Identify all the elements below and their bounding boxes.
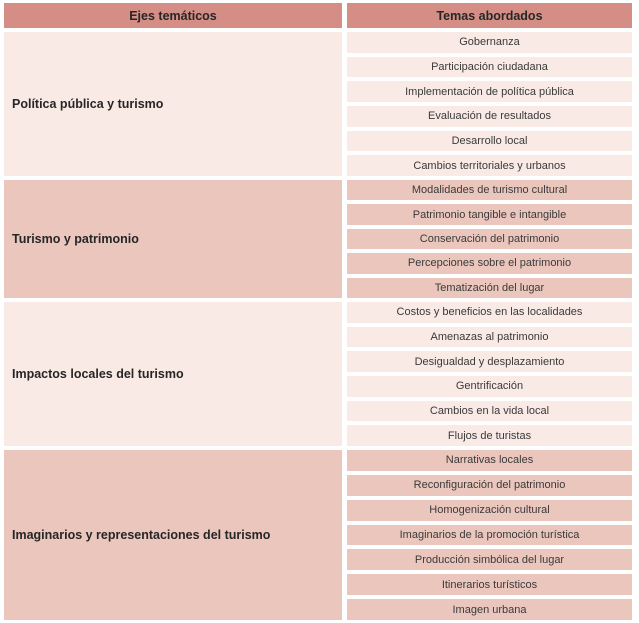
topic-row: Producción simbólica del lugar bbox=[347, 549, 632, 570]
topics-column bbox=[347, 450, 632, 620]
topic-row: Cambios territoriales y urbanos bbox=[347, 155, 632, 176]
column-header-ejes-tematicos: Ejes temáticos bbox=[4, 3, 342, 28]
topics-column bbox=[347, 302, 632, 446]
axis-label: Imaginarios y representaciones del turismo bbox=[4, 450, 342, 620]
topic-row: Desigualdad y desplazamiento bbox=[347, 351, 632, 372]
topic-row: Narrativas locales bbox=[347, 450, 632, 471]
column-header-temas-abordados: Temas abordados bbox=[347, 3, 632, 28]
topic-row: Cambios en la vida local bbox=[347, 401, 632, 422]
topic-row: Homogenización cultural bbox=[347, 500, 632, 521]
topic-row: Reconfiguración del patrimonio bbox=[347, 475, 632, 496]
axis-label: Impactos locales del turismo bbox=[4, 302, 342, 446]
header-row bbox=[4, 3, 632, 28]
topic-row: Itinerarios turísticos bbox=[347, 574, 632, 595]
topic-row: Imaginarios de la promoción turística bbox=[347, 525, 632, 546]
topic-row: Gobernanza bbox=[347, 32, 632, 53]
topic-row: Imagen urbana bbox=[347, 599, 632, 620]
topic-row: Evaluación de resultados bbox=[347, 106, 632, 127]
topic-row: Patrimonio tangible e intangible bbox=[347, 204, 632, 224]
axis-group-impactos-locales bbox=[4, 302, 632, 446]
topic-row: Flujos de turistas bbox=[347, 425, 632, 446]
topic-row: Conservación del patrimonio bbox=[347, 229, 632, 249]
topic-row: Modalidades de turismo cultural bbox=[347, 180, 632, 200]
topic-row: Desarrollo local bbox=[347, 131, 632, 152]
topic-row: Participación ciudadana bbox=[347, 57, 632, 78]
axis-group-turismo-patrimonio bbox=[4, 180, 632, 298]
axis-label: Turismo y patrimonio bbox=[4, 180, 342, 298]
topics-column bbox=[347, 32, 632, 176]
topic-row: Implementación de política pública bbox=[347, 81, 632, 102]
topic-row: Percepciones sobre el patrimonio bbox=[347, 253, 632, 273]
topic-row: Gentrificación bbox=[347, 376, 632, 397]
topic-row: Costos y beneficios en las localidades bbox=[347, 302, 632, 323]
topics-column bbox=[347, 180, 632, 298]
topic-row: Amenazas al patrimonio bbox=[347, 327, 632, 348]
axis-label: Política pública y turismo bbox=[4, 32, 342, 176]
topic-row: Tematización del lugar bbox=[347, 278, 632, 298]
axis-group-politica-publica bbox=[4, 32, 632, 176]
axis-group-imaginarios bbox=[4, 450, 632, 620]
themes-table bbox=[4, 3, 632, 620]
